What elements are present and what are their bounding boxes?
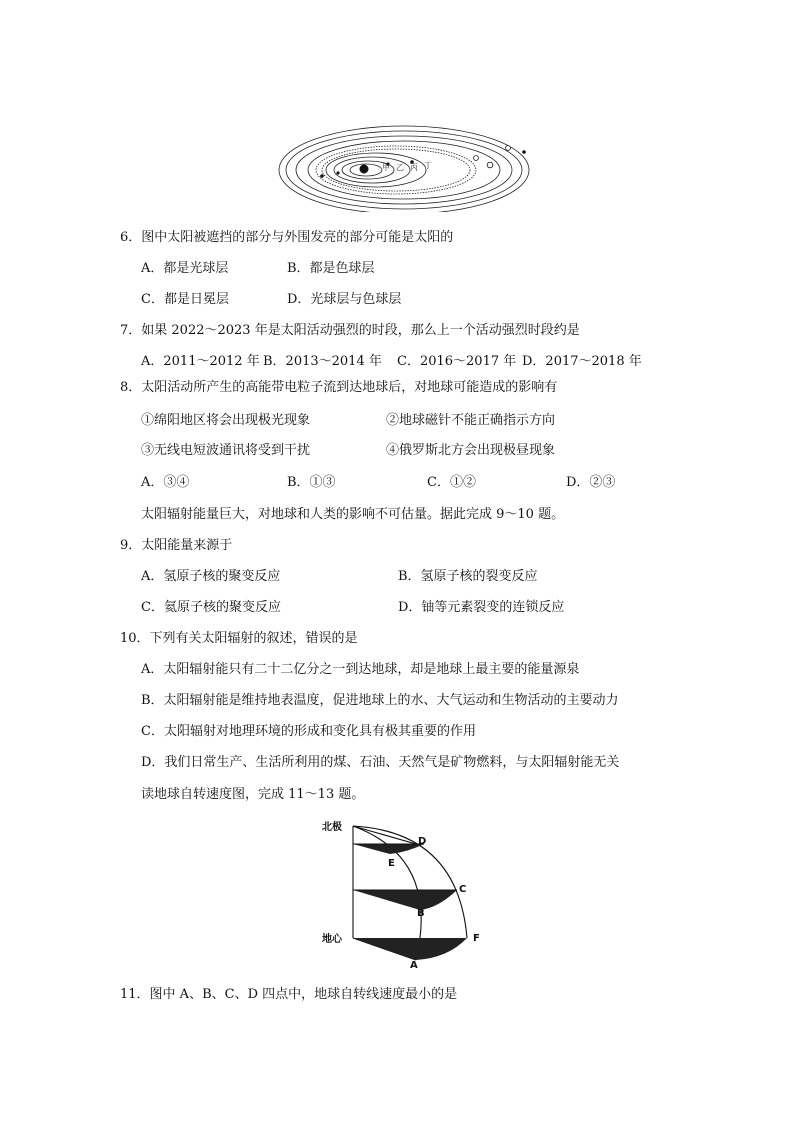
planet-label: 甲 xyxy=(382,163,390,172)
planet-icon xyxy=(522,150,526,154)
q10-option-c: C．太阳辐射对地理环境的形成和变化具有极其重要的作用 xyxy=(141,724,476,739)
label-b: B xyxy=(417,908,425,919)
planet-icon xyxy=(506,146,511,151)
velocity-wedge-c xyxy=(353,890,457,910)
planet-icon xyxy=(320,174,324,178)
planet-icon xyxy=(336,171,339,174)
intro-11-13: 读地球自转速度图，完成 11～13 题。 xyxy=(141,787,365,802)
label-a: A xyxy=(410,960,418,970)
q10-option-d: D．我们日常生产、生活所利用的煤、石油、天然气是矿物燃料，与太阳辐射能无关 xyxy=(141,755,620,770)
label-d: D xyxy=(418,836,427,847)
q8-item-4: ④俄罗斯北方会出现极昼现象 xyxy=(386,443,556,458)
q8-option-c: C．①② xyxy=(427,475,476,490)
question-6-stem: 6．图中太阳被遮挡的部分与外围发亮的部分可能是太阳的 xyxy=(120,230,454,245)
question-8-stem: 8．太阳活动所产生的高能带电粒子流到达地球后，对地球可能造成的影响有 xyxy=(120,380,558,395)
velocity-wedge-d xyxy=(353,844,424,854)
q9-option-c: C．氦原子核的聚变反应 xyxy=(141,600,281,615)
q7-option-a: A．2011～2012 年 xyxy=(141,354,260,369)
label-north-pole: 北极 xyxy=(322,822,342,833)
question-11-stem: 11．图中 A、B、C、D 四点中，地球自转线速度最小的是 xyxy=(120,987,458,1002)
q9-option-a: A．氢原子核的聚变反应 xyxy=(141,569,281,584)
q7-option-b: B．2013～2014 年 xyxy=(263,354,382,369)
planet-label: 丁 xyxy=(424,161,432,170)
question-10-stem: 10．下列有关太阳辐射的叙述，错误的是 xyxy=(120,631,358,646)
sun-icon xyxy=(360,165,369,174)
q7-option-d: D．2017～2018 年 xyxy=(522,354,642,369)
q7-option-c: C．2016～2017 年 xyxy=(397,354,517,369)
velocity-wedge-f xyxy=(353,938,467,960)
q6-option-d: D．光球层与色球层 xyxy=(287,292,402,307)
q10-option-a: A．太阳辐射能只有二十二亿分之一到达地球，却是地球上最主要的能量源泉 xyxy=(141,662,580,677)
q6-option-c: C．都是日冕层 xyxy=(141,292,229,307)
q6-option-a: A．都是光球层 xyxy=(141,261,229,276)
label-c: C xyxy=(459,884,467,895)
q9-option-d: D．铀等元素裂变的连锁反应 xyxy=(398,600,565,615)
label-e: E xyxy=(388,858,395,869)
planet-icon xyxy=(487,162,493,168)
label-earth-center: 地心 xyxy=(322,934,342,945)
planet-icon xyxy=(474,156,479,161)
q6-option-b: B．都是色球层 xyxy=(287,261,375,276)
solar-system-figure xyxy=(276,118,536,216)
question-9-stem: 9．太阳能量来源于 xyxy=(120,538,233,553)
question-7-stem: 7．如果 2022～2023 年是太阳活动强烈的时段，那么上一个活动强烈时段约是 xyxy=(120,323,580,338)
q8-item-2: ②地球磁针不能正确指示方向 xyxy=(386,413,556,428)
planet-label: 乙 xyxy=(396,163,404,172)
q8-option-b: B．①③ xyxy=(287,475,336,490)
q8-item-3: ③无线电短波通讯将受到干扰 xyxy=(141,443,311,458)
q8-option-d: D．②③ xyxy=(566,475,616,490)
q9-option-b: B．氢原子核的裂变反应 xyxy=(398,569,538,584)
q8-option-a: A．③④ xyxy=(141,475,190,490)
q10-option-b: B．太阳辐射能是维持地表温度，促进地球上的水、大气运动和生物活动的主要动力 xyxy=(141,693,619,708)
intro-9-10: 太阳辐射能量巨大，对地球和人类的影响不可估量。据此完成 9～10 题。 xyxy=(141,507,565,522)
q8-item-1: ①绵阳地区将会出现极光现象 xyxy=(141,413,311,428)
planet-label: 丙 xyxy=(410,163,418,172)
earth-rotation-figure xyxy=(320,818,490,970)
label-f: F xyxy=(473,933,480,944)
